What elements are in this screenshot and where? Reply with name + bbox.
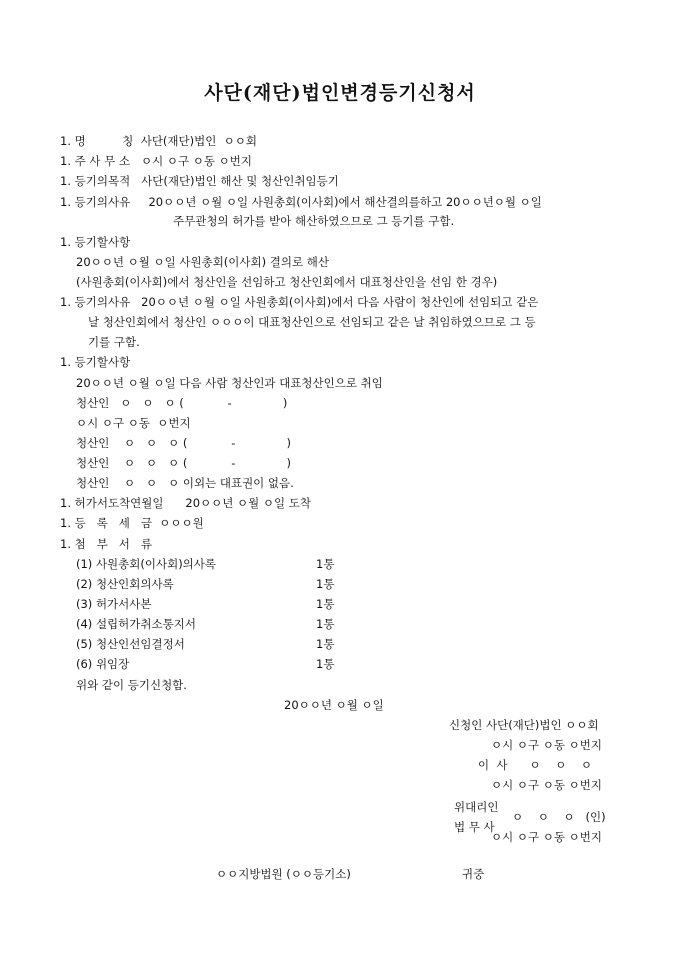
attachment-qty: 1통 xyxy=(316,657,335,671)
attachment-label: (2) 청산인회의사록 xyxy=(76,577,174,591)
attachment-label: (4) 설립허가취소통지서 xyxy=(76,617,196,631)
signoff-text: 위와 같이 등기신청함. xyxy=(76,678,187,692)
attachment-qty: 1통 xyxy=(316,637,335,651)
liquidator-4: 청산인 ㅇ ㅇ ㅇ 이외는 대표권이 없음. xyxy=(76,476,294,490)
registration-matters-2-line-a: 20ㅇㅇ년 ㅇ월 ㅇ일 다음 사람 청산인과 대표청산인으로 취임 xyxy=(76,376,383,390)
agent-seal-line: ㅇ ㅇ ㅇ (인) xyxy=(512,810,606,824)
judicial-scrivener-label: 법 무 사 xyxy=(454,820,495,834)
attachment-label: (5) 청산인선임결정서 xyxy=(76,637,185,651)
agent-address-line: ㅇ시 ㅇ구 ㅇ동 ㅇ번지 xyxy=(491,830,602,844)
attachments-heading: 1. 첨 부 서 류 xyxy=(60,537,152,551)
attachment-label: (3) 허가서사본 xyxy=(76,597,152,611)
attachment-qty: 1통 xyxy=(316,577,335,591)
applicant-address-line: ㅇ시 ㅇ구 ㅇ동 ㅇ번지 xyxy=(491,738,602,752)
registration-purpose-line: 1. 등기의목적 사단(재단)법인 해산 및 청산인취임등기 xyxy=(60,174,339,188)
liquidator-3: 청산인 ㅇ ㅇ ㅇ ( - ) xyxy=(76,456,292,470)
liquidator-2: 청산인 ㅇ ㅇ ㅇ ( - ) xyxy=(76,436,292,450)
document-title: 사단(재단)법인변경등기신청서 xyxy=(204,82,476,104)
recipient-honorific: 귀중 xyxy=(462,867,485,881)
attachment-label: (1) 사원총회(이사회)의사록 xyxy=(76,557,217,571)
agent-label: 위대리인 xyxy=(454,800,499,814)
court-name: ㅇㅇ지방법원 (ㅇㅇ등기소) xyxy=(216,867,351,881)
registration-matters-1-line-b: (사원총회(이사회)에서 청산인을 선임하고 청산인회에서 대표청산인을 선임 한 경우) xyxy=(76,275,498,289)
main-office-line: 1. 주 사 무 소 ㅇ시 ㅇ구 ㅇ동 ㅇ번지 xyxy=(60,154,252,168)
liquidator-1-address: ㅇ시 ㅇ구 ㅇ동 ㅇ번지 xyxy=(76,416,191,430)
applicant-line-1: 신청인 사단(재단)법인 ㅇㅇ회 xyxy=(449,718,599,732)
registration-matters-2-heading: 1. 등기할사항 xyxy=(60,355,131,369)
corp-name-line: 1. 명 칭 사단(재단)법인 ㅇㅇ회 xyxy=(60,134,257,148)
registration-matters-1-heading: 1. 등기할사항 xyxy=(60,235,131,249)
attachment-qty: 1통 xyxy=(316,557,335,571)
liquidator-1: 청산인 ㅇ ㅇ ㅇ ( - ) xyxy=(76,396,288,410)
director-address-line: ㅇ시 ㅇ구 ㅇ동 ㅇ번지 xyxy=(491,778,602,792)
registration-tax-line: 1. 등 록 세 금 ㅇㅇㅇ원 xyxy=(60,516,204,530)
registration-reason-1-line-a: 1. 등기의사유 20ㅇㅇ년 ㅇ월 ㅇ일 사원총회(이사회)에서 해산결의를하고 20ㅇㅇ년ㅇ월 ㅇ일 xyxy=(60,195,542,209)
attachment-qty: 1통 xyxy=(316,597,335,611)
registration-matters-1-line-a: 20ㅇㅇ년 ㅇ월 ㅇ일 사원총회(이사회) 결의로 해산 xyxy=(76,255,329,269)
registration-reason-2-line-a: 1. 등기의사유 20ㅇㅇ년 ㅇ월 ㅇ일 사원총회(이사회)에서 다음 사람이 청산인에 선임되고 같은 xyxy=(60,295,539,309)
registration-reason-2-line-b: 날 청산인회에서 청산인 ㅇㅇㅇ이 대표청산인으로 선임되고 같은 날 취임하였으므로 그 등 xyxy=(88,315,536,329)
permit-arrival-date-line: 1. 허가서도착연월일 20ㅇㅇ년 ㅇ월 ㅇ일 도착 xyxy=(60,496,312,510)
registration-reason-1-line-b: 주무관청의 허가를 받아 해산하였으므로 그 등기를 구함. xyxy=(173,214,455,228)
director-line: 이 사 ㅇ ㅇ ㅇ xyxy=(478,758,593,772)
application-date: 20ㅇㅇ년 ㅇ월 ㅇ일 xyxy=(284,698,384,712)
attachment-label: (6) 위임장 xyxy=(76,657,130,671)
registration-reason-2-line-c: 기를 구함. xyxy=(88,335,140,349)
attachment-qty: 1통 xyxy=(316,617,335,631)
